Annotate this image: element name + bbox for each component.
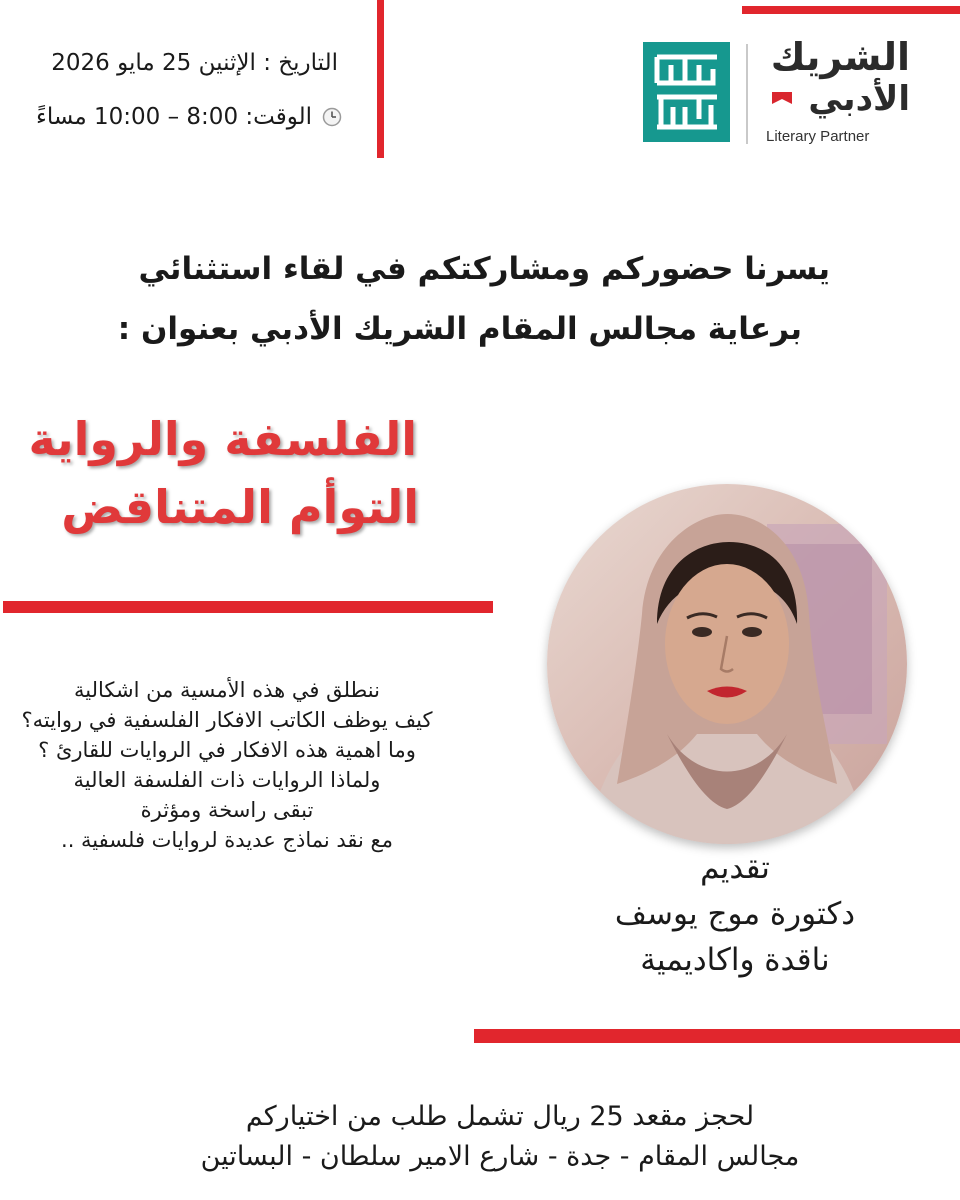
logo-divider — [746, 44, 748, 144]
speaker-info — [590, 845, 880, 983]
book-mark-icon — [770, 90, 794, 106]
booking-price-line: لحجز مقعد 25 ريال تشمل طلب من اختياركم — [245, 1101, 755, 1132]
partner-logo-arabic-line1: الشريك — [770, 35, 910, 79]
middle-red-bar — [3, 601, 493, 613]
presenter-label: تقديم — [700, 850, 770, 886]
event-time — [36, 104, 342, 130]
description-line: ننطلق في هذه الأمسية من اشكالية — [74, 678, 380, 702]
intro-line-2: برعاية مجالس المقام الشريك الأدبي بعنوان : — [117, 311, 802, 347]
speaker-photo — [547, 484, 907, 844]
partner-logo-arabic-line2: الأدبي — [808, 79, 910, 119]
event-description — [2, 675, 452, 855]
description-line: مع نقد نماذج عديدة لروايات فلسفية .. — [61, 828, 393, 852]
event-title-line-2: التوأم المتناقض — [61, 480, 419, 534]
literary-partner-logo — [758, 35, 918, 150]
event-date: التاريخ : الإثنين 25 مايو 2026 — [51, 50, 338, 76]
booking-location-line: مجالس المقام - جدة - شارع الامير سلطان - البساتين — [200, 1141, 800, 1172]
top-vertical-red-bar — [377, 0, 384, 158]
event-time-text: الوقت: 8:00 – 10:00 مساءً — [36, 104, 312, 130]
maqam-logo — [643, 42, 730, 142]
clock-icon — [322, 107, 342, 127]
bottom-red-bar — [474, 1029, 960, 1043]
description-line: ولماذا الروايات ذات الفلسفة العالية — [73, 768, 381, 792]
intro-line-1: يسرنا حضوركم ومشاركتكم في لقاء استثنائي — [138, 251, 830, 287]
booking-info — [140, 1097, 860, 1177]
speaker-name: دكتورة موج يوسف — [614, 896, 856, 932]
description-line: كيف يوظف الكاتب الافكار الفلسفية في روايته؟ — [21, 708, 433, 732]
speaker-role: ناقدة واكاديمية — [640, 942, 830, 978]
event-title-line-1: الفلسفة والرواية — [28, 412, 417, 466]
description-line: وما اهمية هذه الافكار في الروايات للقارئ ؟ — [38, 738, 416, 762]
top-right-red-bar — [742, 6, 960, 14]
partner-logo-english: Literary Partner — [766, 128, 870, 145]
description-line: تبقى راسخة ومؤثرة — [140, 798, 314, 822]
